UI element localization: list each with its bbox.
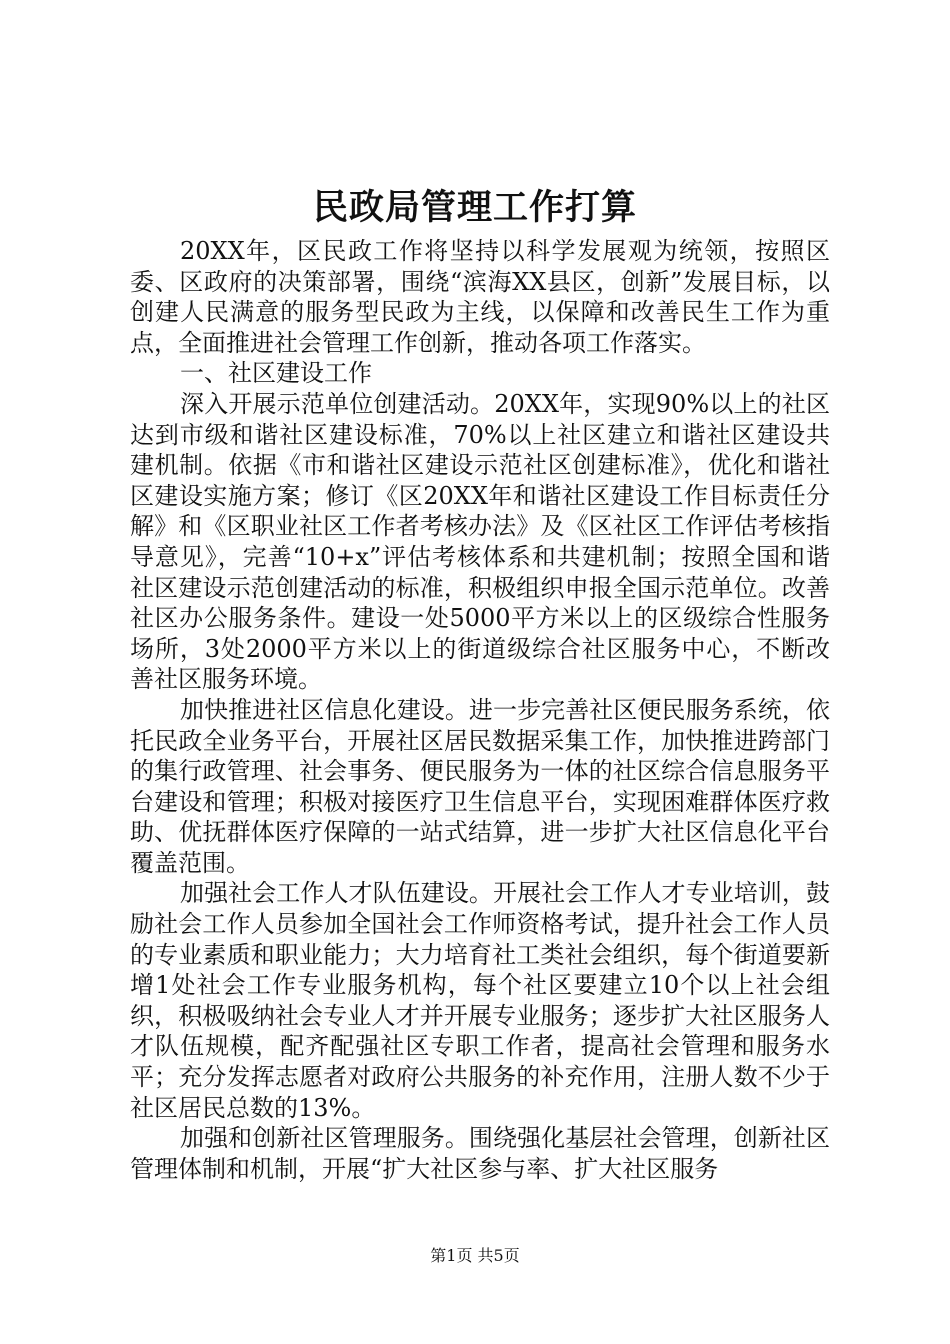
paragraph-informatization: 加快推进社区信息化建设。进一步完善社区便民服务系统，依托民政全业务平台，开展社区居民数据采集工作，加快推进跨部门的集行政管理、社会事务、便民服务为一体的社区综合信息服务平台建设和管理；积极对接医疗卫生信息平台，实现困难群体医疗救助、优抚群体医疗保障的一站式结算，进一步扩大社区信息化平台覆盖范围。 <box>130 695 830 877</box>
paragraph-talent: 加强社会工作人才队伍建设。开展社会工作人才专业培训，鼓励社会工作人员参加全国社会工作师资格考试，提升社会工作人员的专业素质和职业能力；大力培育社工类社会组织，每个街道要新增1处社会工作专业服务机构，每个社区要建立10个以上社会组织，积极吸纳社会专业人才并开展专业服务；逐步扩大社区服务人才队伍规模，配齐配强社区专职工作者，提高社会管理和服务水平；充分发挥志愿者对政府公共服务的补充作用，注册人数不少于社区居民总数的13%。 <box>130 879 830 1122</box>
document-title: 民政局管理工作打算 <box>312 187 637 228</box>
paragraph-demonstration: 深入开展示范单位创建活动。20XX年，实现90%以上的社区达到市级和谐社区建设标准，70%以上社区建立和谐社区建设共建机制。依据《市和谐社区建设示范社区创建标准》，优化和谐社区建设实施方案；修订《区20XX年和谐社区建设工作目标责任分解》和《区职业社区工作者考核办法》及《区社区工作评估考核指导意见》，完善“10+x”评估考核体系和共建机制；按照全国和谐社区建设示范创建活动的标准，积极组织申报全国示范单位。改善社区办公服务条件。建设一处5000平方米以上的区级综合性服务场所，3处2000平方米以上的街道级综合社区服务中心，不断改善社区服务环境。 <box>130 389 830 694</box>
document-body <box>130 236 830 1184</box>
paragraph-management: 加强和创新社区管理服务。围绕强化基层社会管理，创新社区管理体制和机制，开展“扩大社区参与率、扩大社区服务 <box>130 1124 830 1183</box>
page-number-footer: 第1页 共5页 <box>430 1246 520 1265</box>
section-heading-community: 一、社区建设工作 <box>180 359 372 388</box>
paragraph-intro: 20XX年，区民政工作将坚持以科学发展观为统领，按照区委、区政府的决策部署，围绕“滨海XX县区，创新”发展目标，以创建人民满意的服务型民政为主线，以保障和改善民生工作为重点，全面推进社会管理工作创新，推动各项工作落实。 <box>130 237 830 357</box>
